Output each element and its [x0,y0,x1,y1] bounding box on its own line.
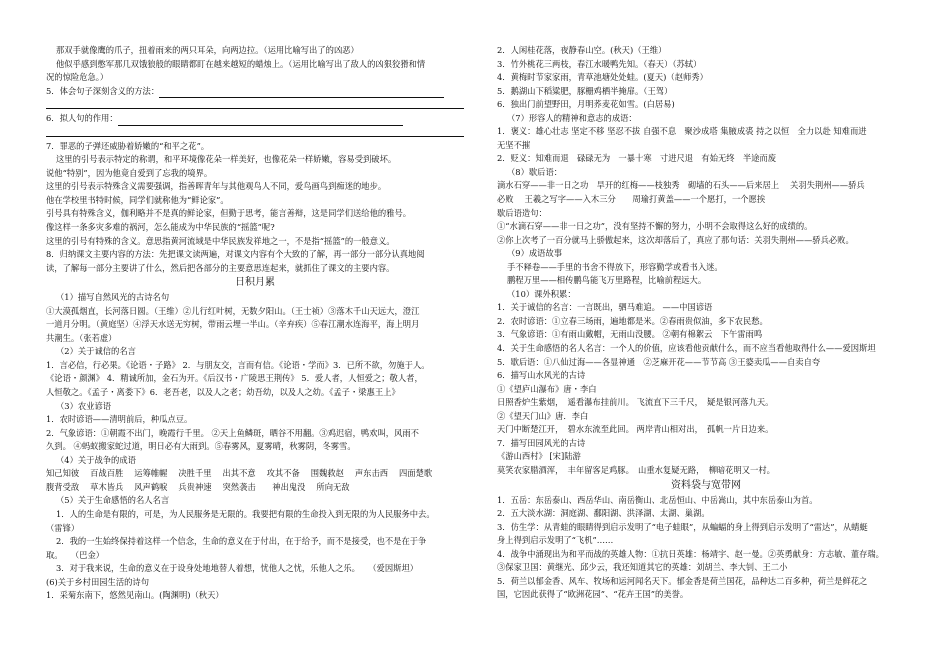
text-line: 这里的引号表示特殊含义需要强调，指善晖青年与其他观鸟人不同，爱鸟画鸟到痴迷的地步。 [46,181,387,192]
text-line: 他在学校里书特时候，同学们就称他为“鲜论家”。 [46,194,229,205]
section-title: 日积月累 [235,277,275,289]
text-line: （10）课外积累： [507,288,576,299]
text-line: 久到。 ④蚂蚁搬家蛇过道，明日必有大雨到。⑤春雾风，夏雾晴，秋雾阴，冬雾雪。 [46,441,356,452]
text-line: 5．鹅湖山下稻粱肥，豚栅鸡栖半掩扉。（王驾） [497,85,673,96]
text-line: 日照香炉生紫烟， 遥看瀑布挂前川。 飞流直下三千尺， 疑是银河落九天。 [497,397,774,408]
text-line: 1．五岳：东岳泰山、西岳华山、南岳衡山、北岳恒山、中岳嵩山，其中东岳泰山为首。 [497,494,818,505]
text-line: 说他“特别”，因为他竟自爱到了忘我的境界。 [46,167,213,178]
text-line: 3．气象谚语：①有雨山戴帽，无雨山没腰。 ②朝有棉絮云 下午雷雨鸣 [497,329,763,340]
text-line: 手不释卷——手里的书舍不得放下，形容勤学或看书入迷。 [507,261,723,272]
text-line: （4）关于战争的成语 [56,454,136,465]
text-line: 引号具有特殊含义，伽利略并不是真的鲜论家，但勤于思考，能言善辩，这是同学们送给他的雅号。 [46,208,412,219]
text-line: 读，了解每一部分主要讲了什么，然后把各部分的主要意思连起来，就抓住了课文的主要内容。 [46,262,395,273]
text-line: 鹏程万里——相传鹏鸟能飞万里路程，比喻前程远大。 [507,275,707,286]
text-line: 3．竹外桃花三两枝，春江水暖鸭先知。（春天）（苏轼） [497,58,702,69]
text-line: 像这样一条多灾多难的祸河，怎么能成为中华民族的“摇篮”呢? [46,222,275,233]
text-line: 2．我的一生始终保持着这样一个信念，生命的意义在于付出，在于给予，而不是接受，也不是在于争 [56,536,427,547]
text-line: 国，它因此获得了“欧洲花园”、“花卉王国”的美誉。 [497,589,689,600]
text-line: ②《望天门山》唐．李白 [497,410,589,421]
text-line: 1．言必信，行必果。《论语・子路》 2．与朋友交，言而有信。《论语・学而》3．已所不欲，勿施于人。 [46,359,430,370]
text-line: ①《望庐山瀑布》唐・李白 [497,383,597,394]
text-line: 莫笑农家腊酒浑， 丰年留客足鸡豚。 山重水复疑无路， 柳暗花明又一村。 [497,464,775,475]
text-line: （3）农业谚语 [56,400,112,411]
text-line: 3．对于我来说，生命的意义在于设身处地地替人着想，忧他人之忧，乐他人之乐。 （爱因斯坦） [56,563,419,574]
text-line: 况的惊险危急。） [46,72,109,83]
text-line: 知己知彼 百战百胜 运筹帷幄 决胜千里 出其不意 攻其不备 围魏救赵 声东击西 四面楚歌 [46,468,433,479]
text-line: （8）歇后语： [507,166,563,177]
question-text: 6．拟人句的作用： [46,113,118,124]
text-line: 4．关于生命感悟的名人名言：一个人的价值，应该看他贡献什么，而不应当看他取得什么——爱因斯坦 [497,343,876,354]
text-line: 1．褒义：雄心壮志 坚定不移 坚忍不拔 自强不息 聚沙成塔 集腋成裘 持之以恒 全力以赴 知难而进 [497,126,867,137]
left-column [46,44,464,603]
text-line: 这里的引号有特殊的含义。意思指黄河流域是中华民族发祥地之一，不是指“摇篮”的一般意义。 [46,235,395,246]
text-line: 1．关于诚信的名言：一言既出，驷马难追。 ——中国谚语 [497,302,713,313]
text-line: 5．歇后语：①八仙过海——各显神通 ②芝麻开花——节节高 ③王婆卖瓜——自卖自夸 [497,356,821,367]
text-line: 《游山西村》 [宋]陆游 [497,451,581,462]
text-line: 5．荷兰以郁金香、风车、牧场和运河闻名天下。郁金香是荷兰国花，品种达二百多种，荷兰是鲜花之 [497,575,868,586]
text-line: 这里的引号表示特定的称谓，和平环境像花朵一样美好，也像花朵一样娇嫩，容易受到破坏。 [56,154,397,165]
text-line: 2．气象谚语：①朝霞不出门，晚霞行千里。 ②天上鱼鳞斑，晒谷不用翻。③鸡迟宿，鸭欢叫，风雨不 [46,427,419,438]
text-line: 无坚不摧 [497,139,531,150]
text-line: 4．黄梅时节家家雨，青草池塘处处蛙。(夏天)（赵师秀） [497,72,708,83]
question-line [46,112,464,126]
text-line: ③保家卫国：黄继光、邱少云，我还知道其它的英雄：刘胡兰、李大钊、王二小 [497,562,788,573]
text-line: 2．人闲桂花落，夜静春山空。(秋天)（王维） [497,45,667,55]
text-line: (6)关于乡村田园生活的诗句 [46,576,150,587]
text-line: 天门中断楚江开， 碧水东流至此回。 两岸青山相对出， 孤帆一片日边来。 [497,424,774,435]
text-line: 一道月分明。（黄庭坚）④浮天水送无穷树，带雨云埋一半山。（辛弃疾）⑤春江潮水连海平，海上明月 [46,319,420,330]
text-line: ①大漠孤烟直，长河落日圆。（王维）②儿行红叶树，无数夕阳山。（王士祯）③落木千山天远大，澄江 [46,305,420,316]
answer-blank-line [46,100,464,109]
text-line: 7．描写田园风光的古诗 [497,437,586,448]
text-line: 1．人的生命是有限的，可是，为人民服务是无限的。我要把有限的生命投入到无限的为人民服务中去。 [56,508,435,519]
question-line [46,85,464,99]
text-line: 2．贬义：知难而退 碌碌无为 一暴十寒 寸进尺退 有始无终 半途而废 [497,153,777,164]
question-text: 5．体会句子深刻含义的方法： [46,85,160,96]
text-line: （9）成语故事 [507,248,563,259]
text-line: 8．归纳课文主要内容的方法：先把课文读两遍，对课文内容有个大致的了解，再一部分一部分认真地阅 [46,249,425,260]
text-line: 2．五大淡水湖：洞庭湖、鄱阳湖、洪泽湖、太湖、巢湖。 [497,508,710,519]
text-line: 必败 王羲之写字——入木三分 周瑜打黄盖——一个愿打，一个愿挨 [497,194,766,205]
text-line: 《论语・颜渊》 4．精诚所加，金石为开。《后汉书・广陵思王荆传》 5．爱人者，人恒爱之；敬人者， [46,373,423,384]
text-line: 2．农时谚语：①立春三场雨，遍地都是米。②春雨贵似油，多下农民愁。 [497,315,768,326]
answer-blank [159,88,444,98]
text-line: 3．仿生学：从青蛙的眼睛得到启示发明了“电子蛙眼”，从蝙蝠的身上得到启示发明了“雷达”，从蜻蜓 [497,521,868,532]
text-line: 1．农时谚语——清明前后，种瓜点豆。 [46,414,193,425]
text-line: 4．战争中涌现出为和平而战的英雄人物：①抗日英雄：杨靖宇、赵一曼。②英勇献身：方志敏、董存瑞。 [497,548,884,559]
text-line: ①“水滴石穿——非一日之功”，没有坚持不懈的努力，小明不会取得这么好的成绩的。 [497,221,813,232]
text-line: 取。 （巴金） [46,549,105,560]
right-column [497,44,915,602]
text-line: 那双手就像鹰的爪子，扭着雨来的两只耳朵，向两边拉。（运用比喻写出了的凶恶） [56,45,359,55]
text-line: ②你上次考了一百分就马上骄傲起来，这次却落后了，真应了那句话：关羽失荆州——骄兵必败。 [497,234,854,245]
section-title: 资料袋与宽带网 [671,479,741,491]
text-line: （雷锋） [46,522,80,533]
text-line: 歇后语造句： [497,207,547,218]
text-line: 身上得到启示发明了“飞机”…… [497,535,614,546]
text-line: 滴水石穿——非一日之功 旱开的红梅——枝独秀 砌墙的石头——后来居上 关羽失荆州——骄兵 [497,180,865,191]
text-line: （1）描写自然风光的古诗名句 [56,292,170,303]
text-line: （2）关于诚信的名言 [56,346,136,357]
answer-blank [118,116,403,126]
answer-blank-line [46,128,464,137]
text-line: 共潮生。（张若虚） [46,332,117,343]
text-line: 腹背受敌 草木皆兵 风声鹤唳 兵贵神速 突然袭击 神出鬼没 所向无敌 [46,481,350,492]
text-line: （7）形容人的精神和意志的成语： [507,112,637,123]
text-line: 1．采菊东南下，悠然见南山。(陶渊明)（秋天） [46,590,224,601]
text-line: 6．独出门前望野田，月明荞麦花如雪。(白居易) [497,99,675,110]
text-line: 他似乎感到憋军那几双饿狼般的眼睛都盯在越来越短的蜡烛上。（运用比喻写出了敌人的凶狠狡猾和情 [56,58,426,69]
text-line: 7．罪恶的子弹还威胁着娇嫩的“和平之花”。 [46,140,210,151]
text-line: （5）关于生命感悟的名人名言 [56,495,170,506]
text-line: 6．描写山水风光的古诗 [497,370,586,381]
text-line: 人恒敬之。《孟子・离娄下》6．老吾老，以及人之老；幼吾幼，以及人之幼。《孟子・梁惠王上》 [46,387,400,398]
